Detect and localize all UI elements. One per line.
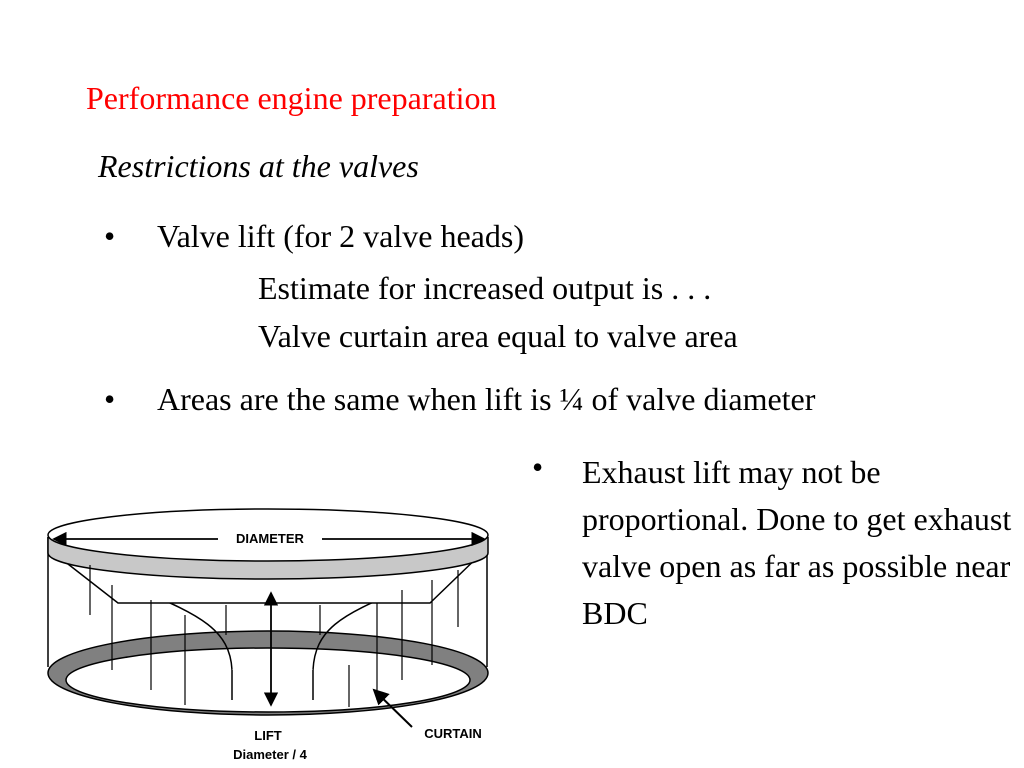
diameter-label: DIAMETER	[236, 531, 304, 546]
bullet-areas-same: Areas are the same when lift is ¼ of valve diameter	[157, 381, 816, 417]
curtain-label: CURTAIN	[424, 726, 482, 741]
sub-line-estimate: Estimate for increased output is . . .	[258, 270, 712, 306]
bullet-marker: •	[104, 218, 116, 254]
lift-formula-label: Diameter / 4	[233, 747, 307, 762]
bullet-marker: •	[104, 381, 116, 417]
slide-title: Performance engine preparation	[86, 80, 497, 116]
valve-curtain-diagram	[40, 495, 500, 768]
slide-subtitle: Restrictions at the valves	[98, 148, 419, 184]
sub-line-curtain-area: Valve curtain area equal to valve area	[258, 318, 738, 354]
lift-label: LIFT	[254, 728, 282, 743]
bullet-marker: •	[532, 449, 544, 485]
bullet-valve-lift: Valve lift (for 2 valve heads)	[157, 218, 524, 254]
valve-seat-ring	[48, 631, 488, 715]
bullet-exhaust-lift: Exhaust lift may not be proportional. Done to get exhaust valve open as far as possible near BDC	[582, 454, 1012, 631]
